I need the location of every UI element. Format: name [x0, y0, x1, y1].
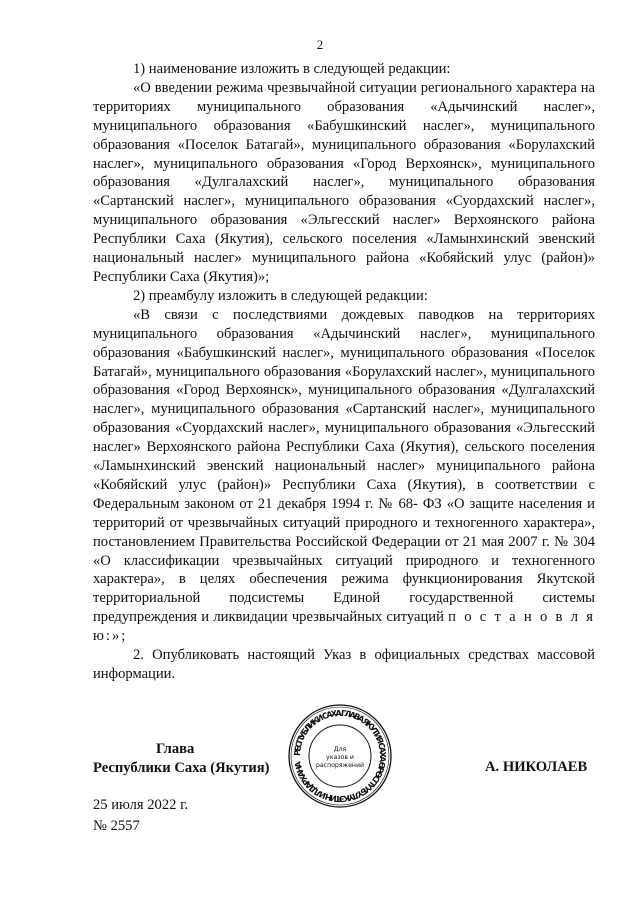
document-body: [93, 60, 595, 684]
paragraph-item-1: 1) наименование изложить в следующей редакции:: [133, 61, 451, 77]
decree-word: п о с т а н о в л я ю:»;: [93, 609, 595, 645]
page-number: 2: [316, 37, 324, 52]
preamble-text: «В связи с последствиями дождевых паводков на территориях муниципального образования «Адычинский наслег», муниципального образования «Бабушкинский наслег», муниципального образования «Поселок Батагай», муниципального образования «Борулахский наслег», муниципального образования «Город Верхоянск», муниципального образования «Дулгалахский наслег», муниципального образования «Сартанский наслег», муниципального образования «Суордахский наслег», муниципального образования «Эльгесский наслег» Верхоянского района Республики Саха (Якутия), сельского поселения «Ламынхинский эвенский национальный наслег» муниципального района «Кобяйский улус (район)» Республики Саха (Якутия), в соответствии с Федеральным законом от 21 декабря 1994 г. № 68- ФЗ «О защите населения и территорий от чрезвычайных ситуаций природного и техногенного характера», постановлением Правительства Российской Федерации от 21 мая 2007 г. № 304 «О классификации чрезвычайных ситуаций природного и техногенного характера», в целях обеспечения режима функционирования Якутской территориальной подсистемы Единой государственной системы предупреждения и ликвидации чрезвычайных ситуаций: [93, 306, 595, 626]
signatory-name: А. НИКОЛАЕВ: [485, 759, 588, 775]
signature-title-line1: Глава: [156, 741, 195, 757]
document-meta: [93, 795, 188, 837]
paragraph-new-preamble: [93, 306, 595, 646]
svg-text:распоряжений: распоряжений: [315, 762, 365, 769]
signature-title: [93, 740, 269, 778]
document-number: № 2557: [93, 818, 140, 834]
paragraph-new-title: «О введении режима чрезвычайной ситуации регионального характера на территориях муниципального образования «Адычинский наслег», муниципального образования «Бабушкинский наслег», муниципального образования «Поселок Батагай», муниципального образования «Борулахский наслег», муниципального образования «Город Верхоянск», муниципального образования «Дулгалахский наслег», муниципального образования «Сартанский наслег», муниципального образования «Суордахский наслег», муниципального образования «Эльгесский наслег» Верхоянского района Республики Саха (Якутия), сельского поселения «Ламынхинский эвенский национальный наслег» муниципального района «Кобяйский улус (район)» Республики Саха (Якутия)»;: [93, 79, 595, 285]
paragraph-item-2: 2) преамбулу изложить в следующей редакции:: [133, 287, 428, 304]
official-seal-stamp: [287, 703, 393, 809]
signature-title-line2: Республики Саха (Якутия): [93, 760, 270, 776]
document-date: 25 июля 2022 г.: [93, 797, 189, 813]
paragraph-publish: 2. Опубликовать настоящий Указ в официальных средствах массовой информации.: [93, 647, 595, 682]
svg-text:РЕСПУБЛИКИ САХА ГЛАВА ЯКУТИЯ С: РЕСПУБЛИКИ САХА ГЛАВА ЯКУТИЯ САХА ӨРӨСПҮҮБҮЛҮКЭТИН ИЛ ДАРХАНА: [291, 707, 389, 805]
svg-text:указов и: указов и: [326, 754, 354, 761]
svg-text:Для: Для: [333, 746, 347, 753]
